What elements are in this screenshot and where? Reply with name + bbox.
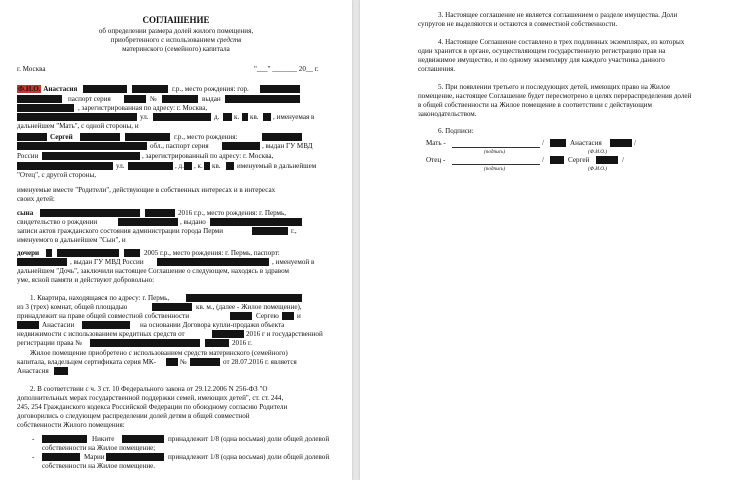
redaction bbox=[128, 162, 173, 170]
redaction bbox=[262, 133, 302, 141]
redaction bbox=[190, 358, 220, 366]
redaction bbox=[57, 249, 119, 257]
redaction bbox=[230, 312, 252, 320]
redaction bbox=[17, 113, 137, 121]
redaction bbox=[157, 258, 269, 266]
redaction bbox=[222, 142, 260, 150]
subtitle-line-2: приобретенного с использованием средств bbox=[110, 36, 242, 44]
redaction bbox=[282, 312, 294, 320]
redaction bbox=[17, 95, 62, 103]
subtitle-line-3: материнского (семейного) капитала bbox=[122, 45, 230, 53]
list-bullet: - bbox=[32, 435, 35, 443]
redaction bbox=[17, 133, 47, 141]
mother-name: Ф.И.О. Анастасия bbox=[18, 85, 78, 93]
signatures-heading: 6. Подписи: bbox=[438, 127, 474, 135]
redaction bbox=[166, 358, 178, 366]
list-bullet: - bbox=[32, 453, 35, 461]
document-page-1: СОГЛАШЕНИЕ об определении размера долей жилого помещения, приобретенного с использованием средств материнского (семейного) капитала г. Москва "___" _______ 20__ г. Ф.И.О. Анастасия г.р., место рождения: гор. паспорт серия № выдан , зарегистрированная по адресу: г. Москва, ул. д. к. кв. , именуемая в дальнейшем "Мать", с одной стороны, и Сергей г.р., место рождения: обл., паспорт серия , выдан ГУ МВД России , зарегистрированный по адресу: г. Москва, ул. , д. , к. кв. именуемый в дальнейшем "Отец", с другой стороны, именуемые вместе "Родители", действующие в собственных интересах и в интересах своих детей: сына 2016 г.р., место рождения: г. Пермь, свидетельство о рождении , выдано записи актов гражданского состояния администрации города Перми г., именуемого в дальнейшем "Сын", и дочери 2005 г.р., место рождения: г. Пермь, паспорт: , выдан ГУ МВД России , именуемой в дальнейшем "Дочь", заключили настоящее Соглашение о следующем, находясь в здравом уме, ясной памяти и действуют добровольно: 1. Квартира, находящаяся по адресу: г. Пермь, из 3 (трех) комнат, общей площадью кв. м., (далее - Жилое помещение), принадлежит на праве общей совместной собственности Сергею и Анастасии на основании Договора купли-продажи объекта недвижимости с использованием кредитных средств от 2016 г и государственной регистрации права № 2016 г. Жилое помещение приобретено с использованием средств материнского (семейного) капитала, владельцем сертификата серия МК- № от 28.07.2016 г. является Анастасия 2. В соответствии с ч. 3 ст. 10 Федерального закона от 29.12.2006 N 256-ФЗ "О дополнительных мерах государственной поддержки семей, имеющих детей", ст. ст. 244, 245, 254 Гражданского кодекса Российской Федерации по обоюдному согласию Родители договорились о следующем распределении долей детям в общей совместной собственности Жилого помещения: - Никите принадлежит 1/8 (одна восьмая) доли общей долевой собственности на Жилое помещение; - Марии принадлежит 1/8 (одна восьмая) доли общей долевой собственности на Жилое помещение. bbox=[0, 0, 352, 480]
date-line: "___" _______ 20__ г. bbox=[254, 65, 319, 73]
redaction bbox=[145, 209, 175, 217]
redaction bbox=[17, 142, 147, 150]
document-title: СОГЛАШЕНИЕ bbox=[142, 15, 210, 25]
redaction bbox=[186, 294, 302, 302]
redaction bbox=[17, 258, 67, 266]
redaction bbox=[118, 218, 178, 226]
redaction bbox=[125, 133, 170, 141]
redaction bbox=[205, 339, 229, 347]
daughter-label: дочери bbox=[17, 249, 40, 257]
redaction bbox=[106, 453, 164, 461]
redaction bbox=[80, 133, 120, 141]
redaction bbox=[42, 435, 87, 443]
father-signature-label: Отец - bbox=[426, 156, 446, 164]
redaction bbox=[17, 162, 113, 170]
redaction bbox=[184, 162, 192, 170]
redaction bbox=[90, 339, 200, 347]
redaction bbox=[162, 95, 198, 103]
redaction bbox=[152, 303, 192, 311]
redaction bbox=[550, 139, 566, 147]
subtitle-line-1: об определении размера долей жилого помещения, bbox=[98, 27, 254, 35]
redaction bbox=[610, 139, 632, 147]
redaction bbox=[596, 156, 618, 164]
redaction bbox=[122, 435, 164, 443]
redaction bbox=[83, 85, 127, 93]
redaction bbox=[226, 162, 234, 170]
redaction bbox=[42, 152, 140, 160]
mother-surname-highlight: Ф.И.О. bbox=[18, 85, 41, 93]
redaction bbox=[17, 321, 39, 329]
son-label: сына bbox=[17, 209, 34, 217]
redaction bbox=[42, 453, 80, 461]
redaction bbox=[263, 113, 271, 121]
redaction bbox=[225, 95, 300, 103]
redaction bbox=[46, 249, 52, 257]
redaction bbox=[82, 321, 130, 329]
redaction bbox=[153, 113, 211, 121]
document-page-2: 3. Настоящее соглашение не является соглашением о разделе имущества. Доли супругов не выделяются и остаются в совместной собственности. 4. Настоящее Соглашение составлено в трех подлинных экземплярах, из которых один хранится в органе, осуществляющем государственную регистрацию прав на недвижимое имущество, и по одному экземпляру для каждого участника данного соглашения. 5. При появлении третьего и последующих детей, имеющих право на Жилое помещение, настоящее Соглашение будет пересмотрено в целях перераспределения долей в общей собственности на Жилое помещение в соответствии с действующим законодательством. 6. Подписи: Мать - / Анастасия / (подпись) (Ф.И.О.) Отец - / Сергей / (подпись) (Ф.И.О.) bbox=[360, 0, 745, 480]
redaction bbox=[124, 95, 146, 103]
redaction bbox=[124, 249, 140, 257]
redaction bbox=[204, 162, 210, 170]
redaction bbox=[17, 104, 74, 112]
redaction bbox=[223, 113, 232, 121]
redaction bbox=[550, 156, 564, 164]
redaction bbox=[210, 218, 302, 226]
redaction bbox=[252, 227, 288, 235]
redaction bbox=[212, 330, 244, 338]
city: г. Москва bbox=[17, 65, 46, 73]
redaction bbox=[260, 85, 300, 93]
father-name: Сергей bbox=[50, 133, 73, 141]
redaction bbox=[132, 85, 168, 93]
mother-signature-label: Мать - bbox=[426, 139, 446, 147]
redaction bbox=[40, 209, 140, 217]
redaction bbox=[242, 113, 248, 121]
redaction bbox=[54, 367, 68, 375]
